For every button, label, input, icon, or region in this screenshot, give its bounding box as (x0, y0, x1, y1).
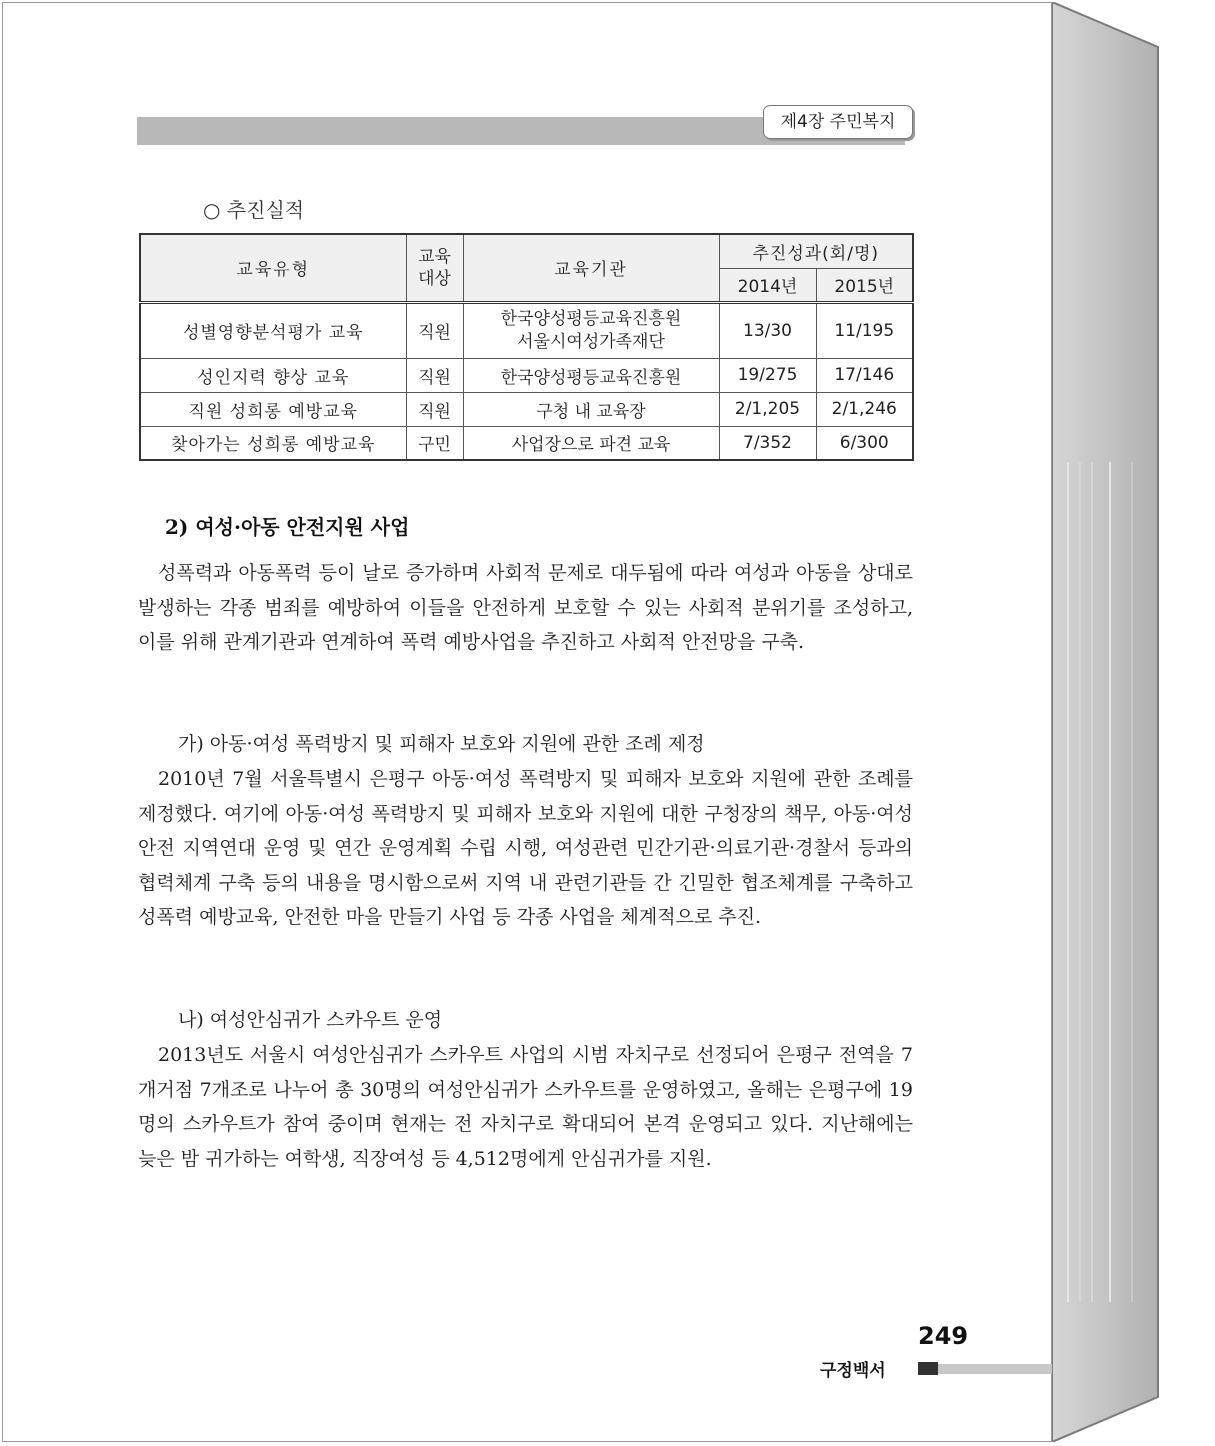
table-row (140, 358, 913, 392)
header-results: 추진성과(회/명) (719, 234, 913, 268)
header-target (406, 234, 463, 302)
header-year-2014: 2014년 (719, 268, 816, 302)
document-page (2, 2, 1052, 1442)
chapter-label: 제4장 주민복지 (763, 105, 913, 139)
footer-marker (918, 1362, 938, 1375)
cell-institution: 사업장으로 파견 교육 (463, 426, 719, 460)
subsection-a-text: 2010년 7월 서울특별시 은평구 아동·여성 폭력방지 및 피해자 보호와 지원에 관한 조례를 제정했다. 여기에 아동·여성 폭력방지 및 피해자 보호와 지원에 대한 구청장의 책무, 아동·여성 안전 지역연대 운영 및 연간 운영계획 수립 시행, 여성관련 민간기관·의료기관·경찰서 등과의 협력체계 구축 등의 내용을 명시함으로써 지역 내 관련기관들 간 긴밀한 협조체계를 구축하고 성폭력 예방교육, 안전한 마을 만들기 사업 등 각종 사업을 체계적으로 추진. (138, 768, 913, 928)
cell-2015: 6/300 (816, 426, 913, 460)
institution-line: 서울시여성가족재단 (517, 331, 665, 352)
cell-institution: 한국양성평등교육진흥원 (463, 358, 719, 392)
cell-2014: 2/1,205 (719, 392, 816, 426)
table-row (140, 302, 913, 358)
subsection-b-title: 나) 여성안심귀가 스카우트 운영 (178, 1009, 443, 1031)
cell-type: 성별영향분석평가 교육 (140, 302, 406, 358)
cell-type: 성인지력 향상 교육 (140, 358, 406, 392)
footer-bar (938, 1364, 1052, 1374)
cell-2015: 17/146 (816, 358, 913, 392)
footer-book-title: 구정백서 (820, 1361, 886, 1381)
subsection-b-paragraph (138, 1038, 913, 1176)
intro-paragraph (138, 556, 913, 660)
subsection-b-text: 2013년도 서울시 여성안심귀가 스카우트 사업의 시범 자치구로 선정되어 은평구 전역을 7개거점 7개조로 나누어 총 30명의 여성안심귀가 스카우트를 운영하였고, 올해는 은평구에 19명의 스카우트가 참여 중이며 현재는 전 자치구로 확대되어 본격 운영되고 있다. 지난해에는 늦은 밤 귀가하는 여학생, 직장여성 등 4,512명에게 안심귀가를 지원. (138, 1044, 913, 1170)
cell-target: 구민 (406, 426, 463, 460)
subsection-a-paragraph (138, 762, 913, 935)
header-year-2015: 2015년 (816, 268, 913, 302)
book-page-edge (1052, 2, 1160, 1442)
cell-type: 찾아가는 성희롱 예방교육 (140, 426, 406, 460)
section-bullet-heading: ○ 추진실적 (203, 198, 305, 222)
header-institution: 교육기관 (463, 234, 719, 302)
header-target-text: 교육 대상 (418, 246, 451, 289)
section-title: 2) 여성·아동 안전지원 사업 (165, 515, 410, 539)
table-row (140, 426, 913, 460)
subsection-a-title: 가) 아동·여성 폭력방지 및 피해자 보호와 지원에 관한 조례 제정 (178, 733, 705, 755)
table-row (140, 392, 913, 426)
cell-target: 직원 (406, 302, 463, 358)
institution-line: 한국양성평등교육진흥원 (500, 308, 682, 329)
results-table (139, 233, 914, 461)
cell-2014: 13/30 (719, 302, 816, 358)
cell-institution (463, 302, 719, 358)
cell-2014: 7/352 (719, 426, 816, 460)
cell-2015: 2/1,246 (816, 392, 913, 426)
cell-2015: 11/195 (816, 302, 913, 358)
intro-text: 성폭력과 아동폭력 등이 날로 증가하며 사회적 문제로 대두됨에 따라 여성과 아동을 상대로 발생하는 각종 범죄를 예방하여 이들을 안전하게 보호할 수 있는 사회적 분위기를 조성하고, 이를 위해 관계기관과 연계하여 폭력 예방사업을 추진하고 사회적 안전망을 구축. (138, 562, 913, 653)
cell-target: 직원 (406, 358, 463, 392)
cell-target: 직원 (406, 392, 463, 426)
page-number: 249 (918, 1322, 969, 1350)
cell-institution: 구청 내 교육장 (463, 392, 719, 426)
cell-2014: 19/275 (719, 358, 816, 392)
cell-type: 직원 성희롱 예방교육 (140, 392, 406, 426)
header-type: 교육유형 (140, 234, 406, 302)
